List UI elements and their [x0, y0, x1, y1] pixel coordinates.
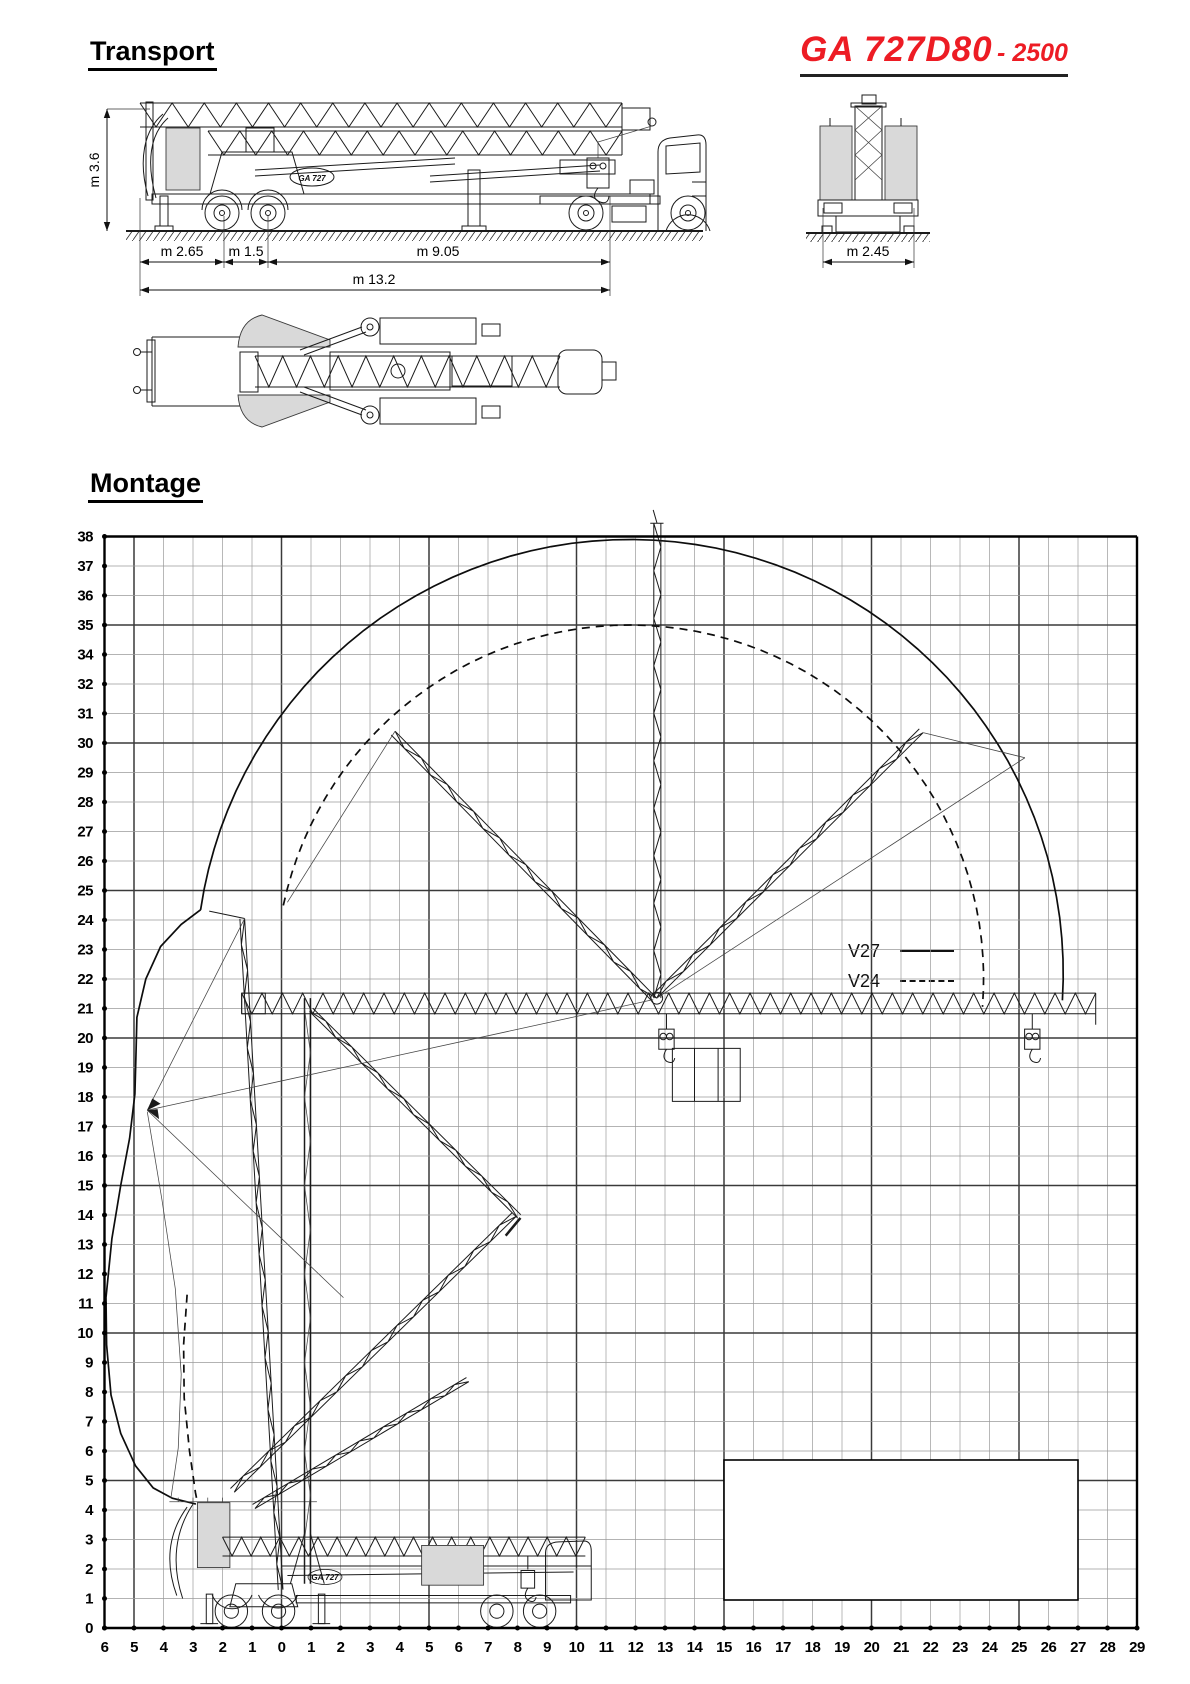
drawing-element [361, 406, 379, 424]
drawing-element [482, 406, 500, 418]
drawing-element: 26 [1040, 1639, 1057, 1656]
drawing-element: 21 [893, 1639, 909, 1656]
drawing-element: 1 [307, 1639, 315, 1656]
drawing-element [266, 211, 271, 216]
drawing-element: 6 [454, 1639, 463, 1656]
dim-label-width: m 2.45 [846, 243, 890, 259]
dim-axle [224, 259, 268, 265]
ballast-fan-top [238, 315, 330, 347]
ground-hatch [126, 232, 703, 241]
folded-jib-tip [170, 1504, 193, 1598]
boom-truss-lower [208, 131, 622, 155]
dim-label-total: m 13.2 [352, 271, 396, 287]
engine-housing [422, 1545, 484, 1585]
drawing-element: 0 [85, 1620, 93, 1637]
drawing-element: 19 [834, 1639, 850, 1656]
jib-diagonal-upright [653, 729, 923, 998]
drawing-element: 24 [981, 1639, 998, 1656]
hook-block [587, 158, 609, 188]
drawing-element [268, 259, 277, 265]
dim-total [140, 287, 610, 293]
drawing-element: 29 [1129, 1639, 1145, 1656]
transport-rear-view [806, 95, 930, 242]
base-frame [818, 200, 918, 216]
drawing-element [160, 196, 168, 226]
drawing-element: 14 [686, 1639, 703, 1656]
drawing-element: 22 [77, 971, 93, 988]
drawing-element: 11 [78, 1295, 93, 1313]
hook [594, 188, 609, 203]
hook [525, 1588, 536, 1601]
drawing-element [823, 259, 832, 265]
jib-diagonal-upleft [391, 731, 657, 1002]
dim-height [104, 109, 110, 231]
drawing-element: 11 [598, 1639, 614, 1656]
drawing-element: 18 [77, 1089, 93, 1106]
truck-cab [658, 135, 706, 231]
drawing-element: 23 [952, 1639, 968, 1656]
drawing-element [104, 109, 110, 118]
drawing-element: 23 [77, 941, 93, 959]
drawing-element [224, 259, 233, 265]
drawing-element: 14 [77, 1207, 93, 1224]
drawing-element: 8 [513, 1639, 522, 1656]
boom-head [622, 108, 650, 130]
drawing-element: 6 [100, 1639, 109, 1656]
drawing-element [824, 203, 842, 213]
drawing-element [650, 510, 663, 523]
pedestal [210, 152, 304, 194]
folded-boom-truss [223, 1537, 586, 1556]
drawing-element: 16 [77, 1148, 93, 1165]
drawing-element [830, 118, 901, 126]
drawing-element [240, 352, 258, 392]
ballast-block [166, 128, 200, 190]
legend-label-v24: V24 [848, 970, 881, 991]
drawing-element: 29 [77, 764, 93, 782]
boom-truss-plan [255, 356, 560, 387]
drawing-element [220, 211, 225, 216]
drawing-element: 20 [863, 1639, 880, 1656]
drawing-element: 24 [77, 912, 93, 929]
ballast-left [820, 126, 852, 200]
fenders [202, 190, 288, 210]
drawing-element [330, 352, 450, 390]
dim-label-axle: m 1.5 [228, 243, 264, 259]
drawing-element: 15 [77, 1177, 93, 1195]
drawing-element [380, 318, 476, 344]
drawing-element [140, 259, 149, 265]
truck-cab [546, 1541, 592, 1600]
erection-path-curve [147, 1112, 181, 1498]
drawing-element: 2 [336, 1639, 345, 1656]
drawing-element [481, 1595, 513, 1627]
blank-table-box [724, 1460, 1078, 1600]
drawing-element [224, 1604, 238, 1618]
drawing-element [1032, 1033, 1038, 1039]
drawing-element: 3 [189, 1639, 197, 1656]
drawing-element [602, 362, 616, 380]
ballast-right [885, 126, 917, 200]
drawing-element: 10 [568, 1639, 585, 1656]
drawing-element: 3 [85, 1531, 93, 1549]
model-name: GA 727D80 [800, 30, 993, 69]
dim-width [823, 259, 914, 265]
drawing-element: 28 [77, 794, 93, 811]
drawing-element [482, 324, 500, 336]
boom-head-plan [558, 350, 602, 394]
boom-truss-upper [140, 103, 622, 127]
drawing-element: 4 [395, 1639, 404, 1656]
envelope-curves [106, 540, 1063, 1511]
machine-logo-side: GA 727 [298, 174, 326, 183]
drawing-element: 5 [85, 1472, 93, 1490]
transport-top-view [134, 315, 617, 427]
drawing-element [271, 1604, 285, 1618]
drawing-element: 13 [657, 1639, 673, 1656]
montage-title-text: Montage [90, 468, 201, 498]
drawing-element [630, 180, 654, 194]
drawing-element [205, 196, 239, 230]
drawing-element [367, 412, 373, 418]
drawing-element [134, 387, 141, 394]
drawing-element [664, 1049, 675, 1062]
drawing-element: 7 [484, 1639, 492, 1656]
drawing-element: 25 [1011, 1639, 1027, 1656]
drawing-element: 9 [543, 1639, 551, 1656]
drawing-element [806, 234, 930, 242]
drawing-element [214, 205, 230, 221]
drawing-element [822, 226, 832, 233]
drawing-element [215, 259, 224, 265]
drawing-element [1026, 1033, 1032, 1039]
drawing-element: 18 [804, 1639, 821, 1656]
drawing-element [657, 758, 1025, 998]
jib-midposition-1 [230, 1213, 516, 1493]
drawing-element [836, 216, 900, 232]
drawing-element: 27 [77, 823, 93, 841]
drawing-element [660, 1033, 666, 1039]
drawing-element [490, 1604, 504, 1618]
drawing-element [140, 352, 152, 390]
tower-truss [855, 106, 882, 200]
drawing-element: 4 [159, 1639, 168, 1656]
cab-window [666, 143, 700, 174]
drawing-element [140, 287, 149, 293]
hoisted-ballast [672, 1048, 740, 1101]
drawing-element [600, 163, 606, 169]
drawing-element [666, 1033, 672, 1039]
drawing-element [1030, 1049, 1041, 1062]
drawing-element [533, 1604, 547, 1618]
drawing-element [923, 733, 1025, 758]
drawing-element: 2 [218, 1639, 227, 1656]
drawing-element [147, 919, 244, 1111]
drawing-element [287, 731, 395, 902]
mast-plan [147, 340, 155, 402]
tower-erected [305, 998, 311, 1584]
drawing-element [680, 205, 696, 221]
drawing-element: 8 [85, 1384, 93, 1401]
drawing-element [612, 206, 646, 222]
drawing-element [296, 1596, 570, 1603]
legend-label-v27: V27 [848, 940, 881, 961]
drawing-element: 10 [77, 1325, 93, 1342]
dim-rear [268, 259, 610, 265]
drawing-element: 7 [85, 1413, 93, 1431]
drawing-element: 36 [77, 587, 93, 605]
drawing-element [584, 211, 589, 216]
drawing-element: 5 [130, 1639, 138, 1656]
drawing-element: 25 [77, 882, 93, 900]
drawing-element [259, 259, 268, 265]
drawing-element: 28 [1099, 1639, 1116, 1656]
drawing-element: 32 [77, 676, 93, 693]
drawing-element [855, 106, 882, 180]
drawing-element: 17 [77, 1118, 93, 1136]
drawing-element: 3 [366, 1639, 374, 1656]
drawing-element: 35 [77, 617, 93, 634]
model-variant: - 2500 [997, 39, 1068, 67]
dim-label-front: m 2.65 [160, 243, 204, 259]
drawing-element: 1 [248, 1639, 256, 1656]
drawing-element [134, 349, 141, 356]
ballast-fan-bottom [238, 395, 330, 427]
drawing-element: 5 [425, 1639, 433, 1656]
drawing-element: 15 [716, 1639, 732, 1656]
drawing-element: 30 [77, 735, 93, 752]
drawing-element: 6 [85, 1443, 93, 1460]
ballast-block [197, 1503, 229, 1568]
dim-label-height: m 3.6 [86, 152, 102, 188]
dim-front [140, 259, 224, 265]
drawing-element: 19 [77, 1059, 93, 1077]
drawing-element: 20 [77, 1030, 93, 1047]
drawing-element: 13 [77, 1236, 93, 1254]
drawing-element [262, 1595, 294, 1627]
drawing-element: 17 [775, 1639, 791, 1656]
drawing-element: 2 [85, 1561, 93, 1578]
drawing-element [578, 205, 594, 221]
drawing-element: 9 [85, 1354, 93, 1372]
jib-midposition-3 [310, 1008, 521, 1218]
drawing-element [104, 222, 110, 231]
drawing-element [367, 324, 373, 330]
dim-label-rear: m 9.05 [416, 243, 460, 259]
machine-logo-montage: GA 727 [311, 1573, 339, 1582]
drawing-element: 22 [922, 1639, 939, 1656]
drawing-element [521, 1570, 535, 1588]
drawing-element: 26 [77, 853, 93, 870]
drawing-element [290, 1534, 304, 1584]
drawing-element [147, 1110, 343, 1297]
tower-tilted [240, 919, 283, 1590]
drawing-element: 27 [1070, 1639, 1086, 1656]
drawing-element: 37 [77, 558, 93, 575]
drawing-element [601, 259, 610, 265]
drawing-element [380, 398, 476, 424]
drawing-element [671, 196, 705, 230]
drawing-element [598, 126, 652, 142]
drawing-element [361, 318, 379, 336]
drawing-element [894, 203, 912, 213]
transport-dimensions [86, 109, 914, 296]
drawing-element [601, 287, 610, 293]
transport-title-text: Transport [90, 36, 215, 66]
drawing-element [904, 226, 914, 233]
transport-side-view [126, 102, 710, 241]
drawing-element: 12 [77, 1266, 93, 1283]
drawing-element [905, 259, 914, 265]
drawing-element: 16 [745, 1639, 762, 1656]
drawing-element: 31 [77, 705, 93, 723]
drawing-element [147, 1000, 653, 1111]
drawing-element: 4 [85, 1502, 93, 1519]
drawing-element [672, 1048, 740, 1101]
slewing-hub [651, 992, 663, 1004]
drawing-element: 38 [77, 528, 93, 546]
drawing-element: 21 [77, 1000, 93, 1018]
drawing-element [648, 118, 656, 126]
drawing-element: 12 [627, 1639, 644, 1656]
drawing-element: 34 [77, 646, 93, 664]
drawing-element: 1 [85, 1590, 93, 1608]
drawing-element: 0 [277, 1639, 286, 1656]
jib-vertical [654, 523, 661, 998]
drawing-element [209, 911, 244, 918]
